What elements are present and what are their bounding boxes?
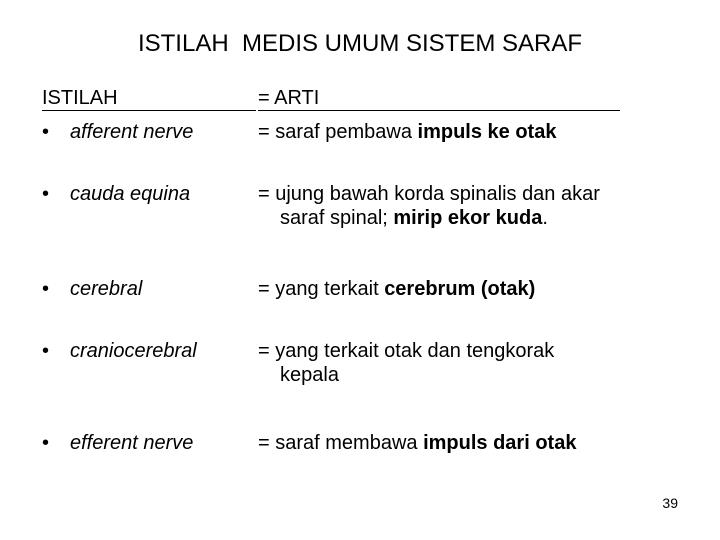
definition-text: = yang terkait otak dan tengkorak: [258, 340, 555, 362]
page-number: 39: [662, 495, 678, 511]
term: afferent nerve: [70, 121, 194, 143]
column-header-term: ISTILAH: [42, 86, 256, 111]
definition-line: [258, 431, 688, 455]
definition-line: [258, 363, 688, 387]
definition-bold-text: impuls dari otak: [423, 432, 577, 454]
definition-text: kepala: [280, 364, 339, 386]
definition-trailing-text: .: [542, 207, 548, 229]
bullet: •: [42, 432, 50, 454]
definition-line: [258, 339, 688, 363]
bullet: •: [42, 340, 50, 362]
definition-bold-text: mirip ekor kuda: [393, 207, 543, 229]
definition-line: [258, 182, 688, 206]
definition: [258, 277, 688, 301]
definition-bold-text: cerebrum (otak): [384, 278, 536, 300]
column-header-definition: = ARTI: [258, 86, 620, 111]
definition-line: [258, 120, 688, 144]
definition: [258, 182, 688, 230]
definition-text: = saraf membawa: [258, 432, 424, 454]
definition-text: saraf spinal;: [280, 207, 394, 229]
bullet: •: [42, 121, 50, 143]
definition: [258, 120, 688, 144]
term: cauda equina: [70, 183, 191, 205]
definition-line: [258, 206, 688, 230]
definition-text: = ujung bawah korda spinalis dan akar: [258, 183, 600, 205]
term: efferent nerve: [70, 432, 194, 454]
bullet: •: [42, 278, 50, 300]
definition-bold-text: impuls ke otak: [417, 121, 557, 143]
page-title: ISTILAH MEDIS UMUM SISTEM SARAF: [137, 30, 583, 57]
definition-text: = saraf pembawa: [258, 121, 418, 143]
definition: [258, 339, 688, 387]
bullet: •: [42, 183, 50, 205]
term: craniocerebral: [70, 340, 197, 362]
definition: [258, 431, 688, 455]
definition-text: = yang terkait: [258, 278, 385, 300]
definition-line: [258, 277, 688, 301]
term: cerebral: [70, 278, 143, 300]
